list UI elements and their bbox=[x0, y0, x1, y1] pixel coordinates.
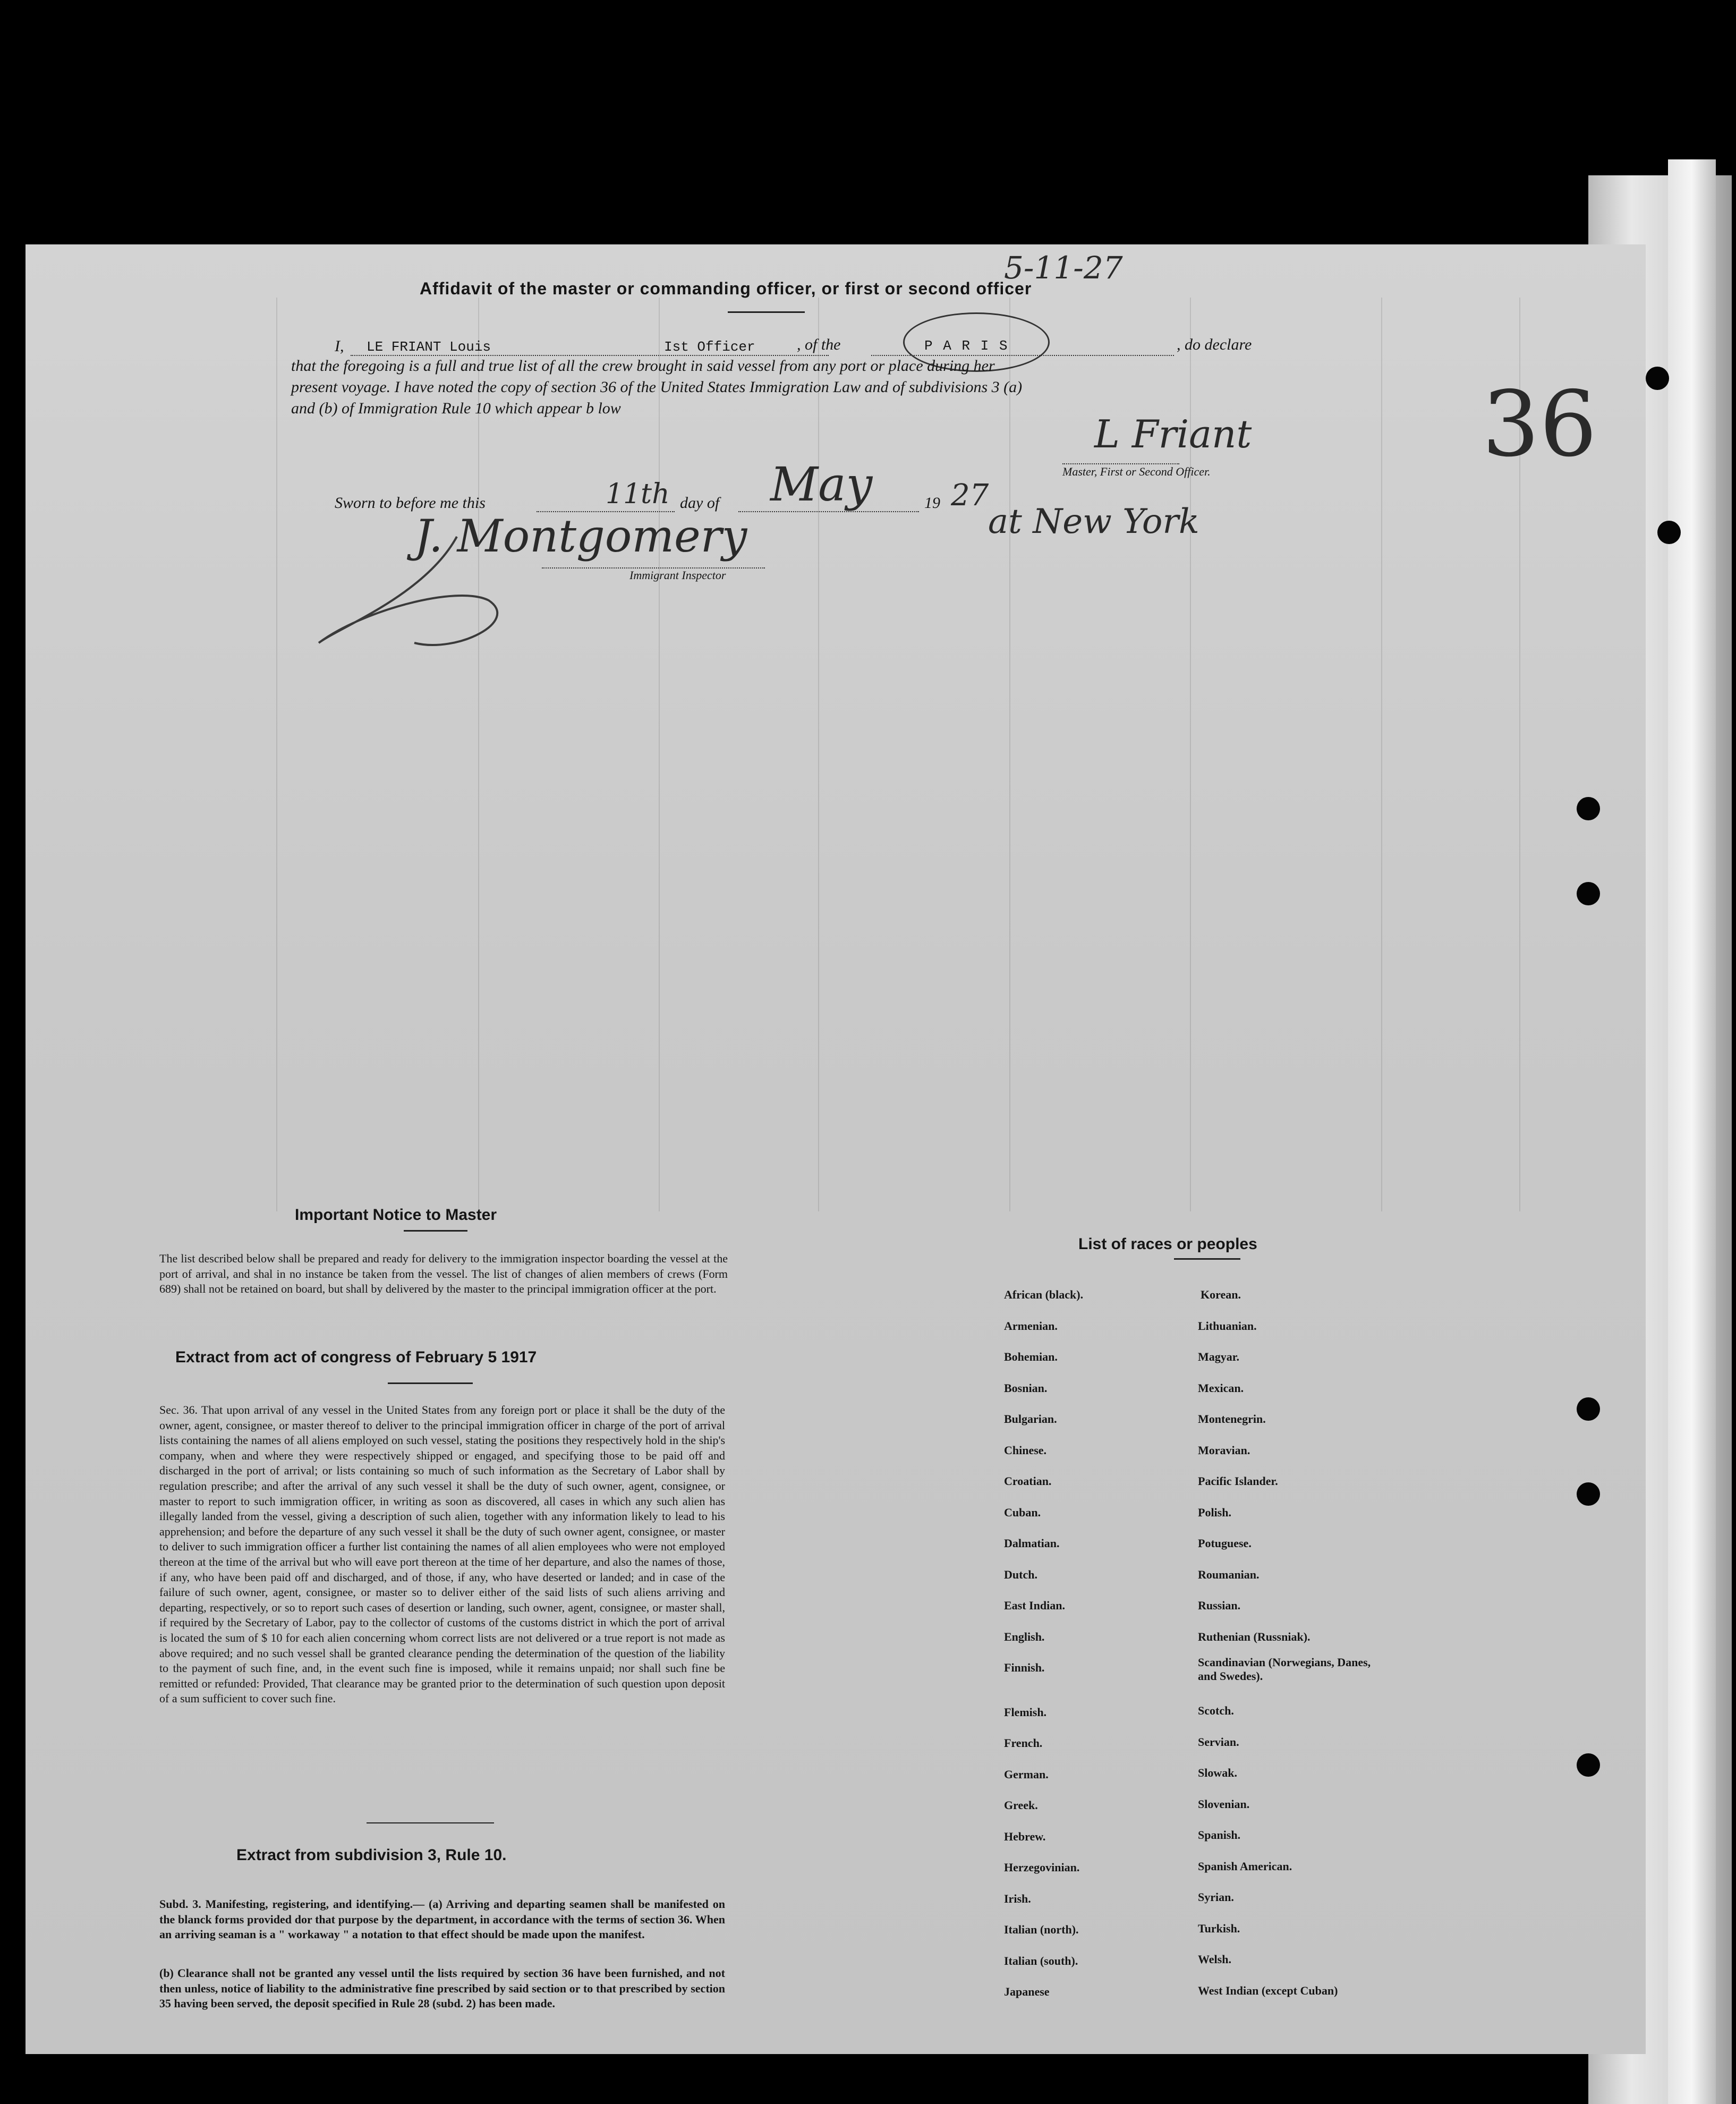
race-item: Spanish. bbox=[1198, 1828, 1241, 1842]
race-item: Turkish. bbox=[1198, 1921, 1240, 1935]
race-item: Japanese bbox=[1004, 1985, 1050, 1998]
race-item: Scotch. bbox=[1198, 1704, 1234, 1717]
race-item: Flemish. bbox=[1004, 1705, 1047, 1719]
binder-hole bbox=[1657, 521, 1681, 544]
race-item: Polish. bbox=[1198, 1505, 1231, 1519]
affidavit-line4: and (b) of Immigration Rule 10 which appear b low bbox=[291, 400, 621, 417]
race-item: Chinese. bbox=[1004, 1443, 1047, 1457]
binder-hole bbox=[1577, 1482, 1600, 1506]
race-item: Armenian. bbox=[1004, 1319, 1058, 1333]
race-item: Slowak. bbox=[1198, 1766, 1237, 1779]
race-item: Spanish American. bbox=[1198, 1859, 1292, 1873]
races-left-column bbox=[1004, 1279, 1153, 2008]
vessel-name: P A R I S bbox=[924, 338, 1009, 354]
race-item: Bosnian. bbox=[1004, 1381, 1048, 1395]
race-item: Greek. bbox=[1004, 1798, 1038, 1812]
extract1-title: Extract from act of congress of February 5 1917 bbox=[175, 1348, 537, 1366]
do-declare: , do declare bbox=[1177, 336, 1252, 353]
race-item: Potuguese. bbox=[1198, 1537, 1252, 1550]
affidavit-line1-start bbox=[335, 337, 344, 355]
binder-hole bbox=[1577, 882, 1600, 905]
race-item: Welsh. bbox=[1198, 1953, 1231, 1966]
notice-text: The list described below shall be prepared and ready for delivery to the immigration inspector boarding the vessel at the port of arrival, and shal in no instance be taken from the vessel. The list of changes of alien members of crews (Form 689) shall not be retained on board, but shall by delivered by the master to the principal immigration officer at the port. bbox=[159, 1252, 728, 1296]
affidavit-line3: present voyage. I have noted the copy of section 36 of the United States Immigration Law and of subdivisions 3 (a) bbox=[291, 378, 1023, 396]
race-item: Cuban. bbox=[1004, 1505, 1041, 1519]
ruling-line bbox=[1381, 298, 1382, 1211]
race-item: German. bbox=[1004, 1767, 1049, 1781]
page-edge-strip-outer bbox=[1668, 159, 1716, 2104]
races-right-column bbox=[1198, 1279, 1421, 2006]
officer-signature: L Friant bbox=[1094, 412, 1252, 456]
race-item: French. bbox=[1004, 1736, 1043, 1750]
race-item: Syrian. bbox=[1198, 1890, 1234, 1904]
extract2-title: Extract from subdivision 3, Rule 10. bbox=[236, 1846, 507, 1864]
race-item: Italian (south). bbox=[1004, 1954, 1078, 1967]
binder-hole bbox=[1646, 367, 1669, 390]
officer-rank: Ist Officer bbox=[664, 339, 755, 355]
binder-hole bbox=[1577, 797, 1600, 820]
sworn-place: at New York bbox=[988, 502, 1199, 541]
sworn-month: May bbox=[770, 457, 873, 512]
races-underline bbox=[1174, 1258, 1240, 1260]
extract2-para-b: (b) Clearance shall not be granted any vessel until the lists required by section 36 have been furnished, and not then unless, notice of liability to the administrative fine prescribed by said section or to that prescribed by section 35 having been served, the deposit specified in Rule 28 (subd. 2) has been made. bbox=[159, 1966, 725, 2010]
race-item: Montenegrin. bbox=[1198, 1412, 1266, 1426]
race-item: Bulgarian. bbox=[1004, 1412, 1057, 1426]
race-item: African (black). bbox=[1004, 1288, 1084, 1301]
race-item: Irish. bbox=[1004, 1891, 1031, 1905]
race-item: Pacific Islander. bbox=[1198, 1474, 1278, 1488]
race-item: Moravian. bbox=[1198, 1443, 1250, 1457]
races-title: List of races or peoples bbox=[1078, 1235, 1257, 1253]
race-item: Lithuanian. bbox=[1198, 1319, 1257, 1333]
race-item: Hebrew. bbox=[1004, 1829, 1046, 1843]
race-item: Scandinavian (Norwegians, Danes, and Swedes). bbox=[1198, 1656, 1371, 1683]
signature-caption: Master, First or Second Officer. bbox=[1062, 465, 1211, 478]
race-item: English. bbox=[1004, 1630, 1045, 1643]
extract2-para-a: Subd. 3. Manifesting, registering, and identifying.— (a) Arriving and departing seamen shall be manifested on the blanck forms provided dor that purpose by the department, in accordance with the terms of section 36. When an arriving seaman is a " workaway " a notation to that effect should be made upon the manifest. bbox=[159, 1897, 725, 1941]
ruling-line bbox=[478, 298, 479, 1211]
notice-title: Important Notice to Master bbox=[295, 1206, 497, 1224]
race-item: Ruthenian (Russniak). bbox=[1198, 1630, 1310, 1643]
race-item: Magyar. bbox=[1198, 1350, 1240, 1363]
race-item: West Indian (except Cuban) bbox=[1198, 1983, 1338, 1997]
extract1-underline bbox=[388, 1382, 473, 1384]
signature-flourish bbox=[297, 521, 776, 659]
race-item: Korean. bbox=[1201, 1288, 1241, 1301]
race-item: East Indian. bbox=[1004, 1599, 1065, 1612]
binder-hole bbox=[1577, 1753, 1600, 1777]
fill-line bbox=[1062, 463, 1179, 464]
affidavit-line2: that the foregoing is a full and true list of all the crew brought in said vessel from any port or place during her bbox=[291, 357, 995, 375]
year-suffix: 27 bbox=[951, 478, 989, 513]
race-item: Mexican. bbox=[1198, 1381, 1244, 1395]
race-item: Bohemian. bbox=[1004, 1350, 1058, 1363]
binder-hole bbox=[1577, 1397, 1600, 1421]
date-stamp: 5-11-27 bbox=[1004, 250, 1123, 286]
day-of: day of bbox=[680, 494, 720, 512]
inspector-signature: J. Montgomery bbox=[414, 510, 747, 562]
extract2-separator bbox=[367, 1822, 494, 1823]
ruling-line bbox=[818, 298, 819, 1211]
officer-name: LE FRIANT Louis bbox=[367, 339, 491, 355]
affidavit-title: Affidavit of the master or commanding officer, or first or second officer bbox=[420, 279, 1032, 298]
race-item: Dalmatian. bbox=[1004, 1537, 1060, 1550]
ruling-line bbox=[1009, 298, 1010, 1211]
sworn-text: Sworn to before me this bbox=[335, 494, 486, 512]
race-item: Italian (north). bbox=[1004, 1923, 1079, 1936]
race-item: Croatian. bbox=[1004, 1474, 1052, 1488]
race-item: Herzegovinian. bbox=[1004, 1861, 1080, 1874]
pronoun-i: I, bbox=[335, 337, 344, 355]
notice-underline bbox=[404, 1230, 467, 1232]
race-item: Servian. bbox=[1198, 1735, 1239, 1749]
ruling-line bbox=[659, 298, 660, 1211]
title-underline bbox=[728, 311, 805, 313]
race-item: Finnish. bbox=[1004, 1661, 1045, 1674]
extract1-text: Sec. 36. That upon arrival of any vessel in the United States from any foreign port or place it shall be the duty of the owner, agent, consignee, or master thereof to deliver to the principal immigration officer in charge of the port of arrival lists containing the names of all aliens employed on such vessel, stating the positions they respectively hold in the ship's company, when and where they were respectively shipped or engaged, and specifying those to be paid off and discharged in the port of arrival; or lists containing so much of such information as the Secretary of Labor shall by regulation prescribe; and after the arrival of any such vessel it shall be the duty of such owner, agent, consignee, or master to report to such immigration officer, in writing as soon as discovered, all cases in which any such alien has illegally landed from the vessel, giving a description of such alien, together with any information likely to lead to his apprehension; and before the departure of any such vessel it shall be the duty of such owner agent, consignee, or master to deliver to such immigration officer a further list containing the names of all alien employees who were not employed thereon at the time of the arrival but who will eave port thereon at the time of her departure, and also the names of those, if any, who have been paid off and discharged, and of those, if any, who have deserted or landed; and in case of the failure of such owner, agent, consignee, or master so to deliver either of the said lists of such aliens arriving and departing, respectively, or so to report such cases of desertion or landing, such owner, agent, consignee, or master shall, if required by the Secretary of Labor, pay to the collector of customs of the customs district in which the port of arrival is located the sum of $ 10 for each alien concerning whom correct lists are not delivered or a true report is not made as above required; and no such vessel shall be granted clearance pending the determination of the question of the liability to the payment of such fine, and, in the event such fine is imposed, while it remains unpaid; nor shall such fine be remitted or refunded: Provided, That clearance may be granted prior to the determination of such question upon deposit of a sum sufficient to cover such fine. bbox=[159, 1403, 725, 1706]
race-item: Roumanian. bbox=[1198, 1567, 1260, 1581]
race-item: Dutch. bbox=[1004, 1567, 1037, 1581]
sworn-day: 11th bbox=[606, 478, 670, 510]
race-item: Slovenian. bbox=[1198, 1797, 1250, 1811]
year-prefix: 19 bbox=[924, 494, 940, 512]
page-number: 36 bbox=[1482, 372, 1597, 477]
race-item: Russian. bbox=[1198, 1599, 1241, 1612]
inspector-caption: Immigrant Inspector bbox=[629, 569, 726, 582]
ruling-line bbox=[276, 298, 277, 1211]
of-the: , of the bbox=[797, 336, 841, 353]
fill-line bbox=[351, 355, 829, 356]
